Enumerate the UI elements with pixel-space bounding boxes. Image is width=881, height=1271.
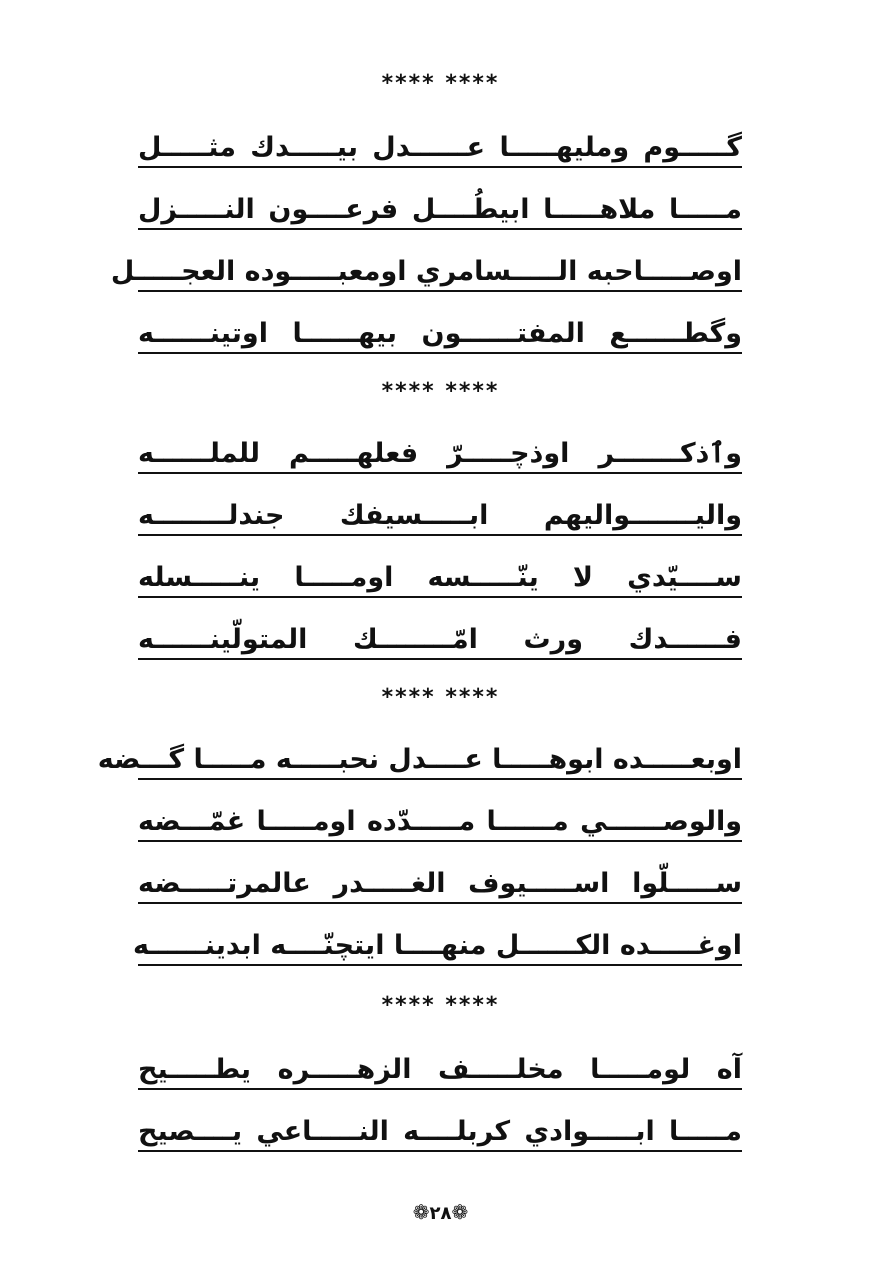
verse-line: مـــــا ابـــــوادي كربلــــه النـــــاعي يــــصيح [138,1112,742,1156]
verse-line: والوصــــــي مــــــا مـــــدّده اومـــــا غمّـــضه [138,802,742,846]
verse-line: اوغـــــده الكــــــل منهــــا ايتچنّــــه ابدينــــــه [138,926,742,970]
stanza-separator: **** **** [381,993,500,1018]
verse-line: آه لومـــــا مخلـــــف الزهـــــره يطـــــيح [138,1050,742,1094]
stanza-separator: **** **** [381,71,500,96]
verse-line: ســــيّدي لا ينّـــــسه اومـــــا ينـــــسله [138,558,742,602]
page-number-value: ٢٨ [429,1203,452,1224]
verse-line: گـــــوم ومليهـــــا عــــــدل بيـــــدك مثـــــل [138,128,742,172]
verse-line: وٱذكـــــــر اوذچـــــرّ فعلهـــــم للملــــــه [138,434,742,478]
verse-line: مـــــا ملاهـــــا ابيطُــــل فرعــــون النـــــزل [138,190,742,234]
ornament-icon: ❁ [451,1200,469,1224]
ornament-icon: ❁ [412,1200,430,1224]
verse-line: وگطــــــع المفتــــــون بيهــــــا اوتينــــــه [138,314,742,358]
stanza-separator: **** **** [381,685,500,710]
stanza-separator: **** **** [381,379,500,404]
page-number [0,1198,881,1228]
verse-line: فــــــدك ورث امّــــــــك المتولّينــــــه [138,620,742,664]
verse-line: اوبعـــــده ابوهـــــا عــــدل نحبـــــه مـــــا گـــضه [138,740,742,784]
verse-line: اوصـــــاحبه الـــــسامري اومعبـــــوده العجـــــل [138,252,742,296]
verse-line: واليـــــــواليهم ابـــــسيفك جندلــــــــه [138,496,742,540]
verse-line: ســـــلّوا اســـــيوف الغـــــدر عالمرتـــــضه [138,864,742,908]
